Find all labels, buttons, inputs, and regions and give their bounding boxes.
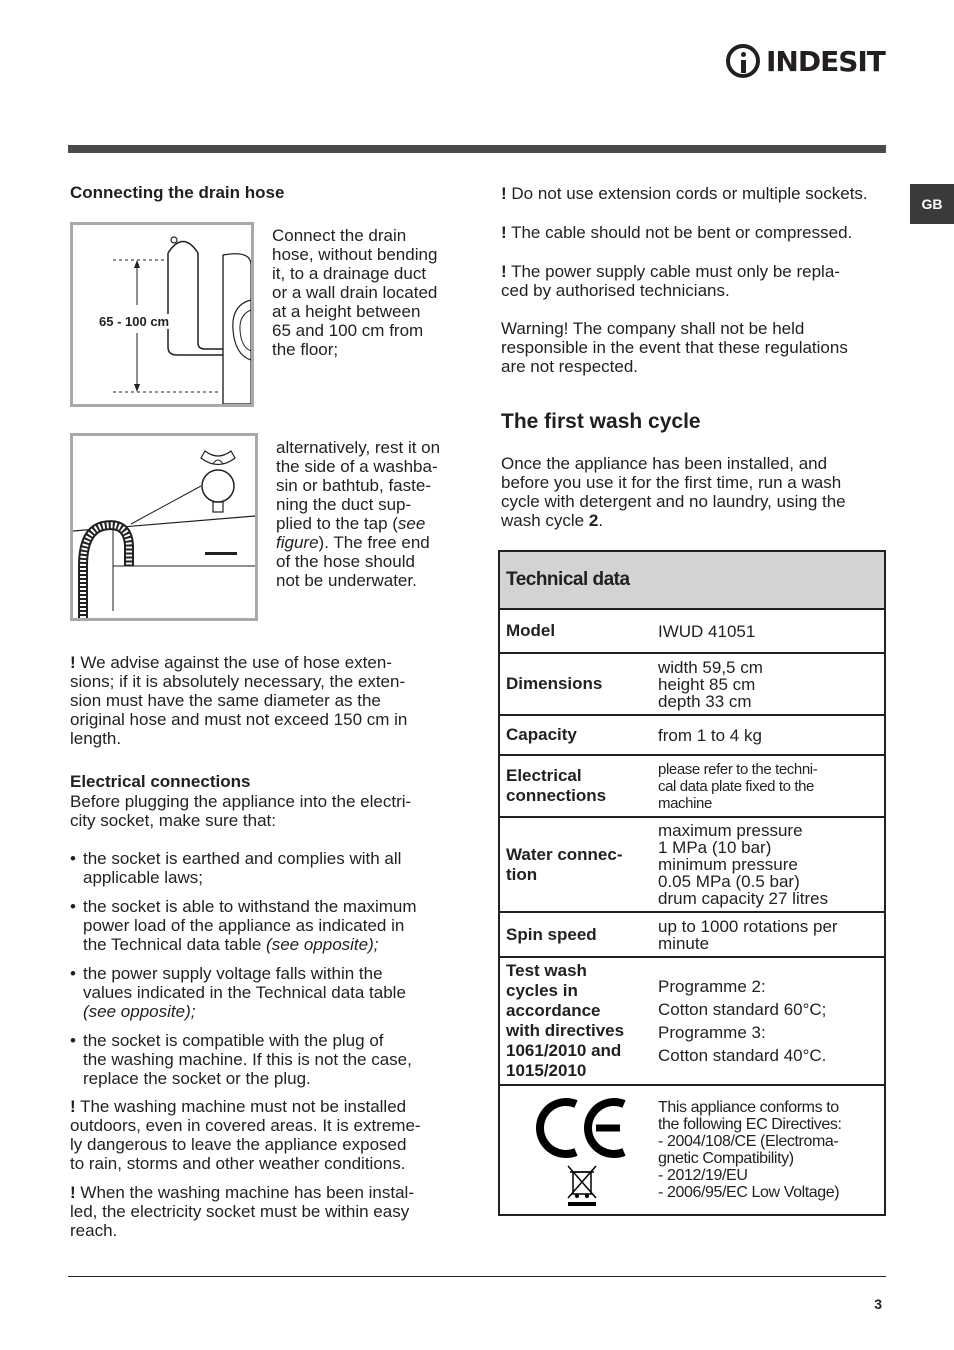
row-label: Capacity bbox=[506, 725, 577, 744]
extension-cord-note: ! Do not use extension cords or multiple sockets. bbox=[501, 184, 868, 203]
bullet-voltage: • the power supply voltage falls within the values indicated in the Technical data table (see opposite); bbox=[70, 964, 406, 1021]
warning-mark-icon: ! bbox=[501, 262, 507, 281]
bullet-power-load: • the socket is able to withstand the maximum power load of the appliance as indicated in the Technical data table (see opposite); bbox=[70, 897, 417, 954]
ce-mark-icon bbox=[532, 1092, 632, 1208]
row-label: Spin speed bbox=[506, 924, 597, 944]
row-value: This appliance conforms to the following EC Directives: - 2004/108/CE (Electroma- gnetic Compatibility) - 2012/19/EU - 2006/95/EC Low Voltage) bbox=[658, 1099, 842, 1201]
footer-rule bbox=[68, 1276, 886, 1277]
table-row-water bbox=[500, 818, 884, 913]
drain-hose-heading: Connecting the drain hose bbox=[70, 183, 285, 202]
row-value: IWUD 41051 bbox=[658, 621, 756, 641]
washbasin-hose-illustration bbox=[73, 436, 255, 618]
header-rule bbox=[68, 145, 886, 153]
liability-warning: Warning! The company shall not be held responsible in the event that these regulations are not respected. bbox=[501, 319, 848, 376]
drain-height-figure bbox=[70, 222, 254, 407]
first-wash-text: Once the appliance has been installed, and before you use it for the first time, run a wash cycle with detergent and no laundry, using the wash cycle 2. bbox=[501, 454, 846, 530]
ce-marks bbox=[500, 1086, 658, 1214]
page-number: 3 bbox=[874, 1296, 882, 1312]
table-row-electrical bbox=[500, 756, 884, 818]
washbasin-figure bbox=[70, 433, 258, 621]
bullet-plug: • the socket is compatible with the plug of the washing machine. If this is not the case, replace the socket or the plug. bbox=[70, 1031, 412, 1088]
row-label: Dimensions bbox=[506, 674, 603, 693]
first-wash-heading: The first wash cycle bbox=[501, 410, 701, 433]
row-value: width 59,5 cm height 85 cm depth 33 cm bbox=[658, 657, 763, 711]
indesit-logo bbox=[726, 40, 885, 82]
cable-bend-note: ! The cable should not be bent or compressed. bbox=[501, 223, 853, 242]
technical-data-table bbox=[498, 550, 886, 1216]
weee-bin-icon bbox=[568, 1166, 596, 1206]
row-label: Water connec- tion bbox=[506, 844, 623, 884]
cable-replace-note: ! The power supply cable must only be repla- ced by authorised technicians. bbox=[501, 262, 840, 300]
table-row-capacity bbox=[500, 716, 884, 756]
outdoor-install-note: ! The washing machine must not be installed outdoors, even in covered areas. It is extreme- ly dangerous to leave the appliance exposed to rain, storms and other weather conditions. bbox=[70, 1097, 421, 1173]
drain-height-label: 65 - 100 cm bbox=[99, 314, 170, 329]
drain-instructions: Connect the drain hose, without bending it, to a drainage duct or a wall drain located at a height between 65 and 100 cm from the floor; bbox=[272, 226, 438, 359]
row-value: please refer to the techni- cal data plate fixed to the machine bbox=[658, 760, 818, 812]
electrical-connections-heading: Electrical connections bbox=[70, 772, 251, 791]
technical-data-title: Technical data bbox=[500, 552, 884, 610]
row-value: Programme 2: Cotton standard 60°C; Programme 3: Cotton standard 40°C. bbox=[658, 977, 827, 1065]
warning-mark-icon: ! bbox=[70, 653, 76, 672]
row-label: Model bbox=[506, 621, 556, 640]
row-label: Test wash cycles in accordance with directives 1061/2010 and 1015/2010 bbox=[506, 961, 625, 1080]
warning-mark-icon: ! bbox=[70, 1183, 76, 1202]
washbasin-instructions: alternatively, rest it on the side of a washba- sin or bathtub, faste- ning the duct sup- plied to the tap (see figure). The free end of the hose should not be underwater. bbox=[276, 438, 441, 590]
row-value: maximum pressure 1 MPa (10 bar) minimum pressure 0.05 MPa (0.5 bar) drum capacity 27 litres bbox=[658, 821, 829, 908]
table-row-model bbox=[500, 610, 884, 654]
row-label: Electrical connections bbox=[506, 766, 607, 805]
row-value: from 1 to 4 kg bbox=[658, 725, 762, 745]
table-row-ce bbox=[500, 1086, 884, 1214]
table-row-test-cycles bbox=[500, 958, 884, 1086]
warning-mark-icon: ! bbox=[501, 223, 507, 242]
hose-extension-note: ! We advise against the use of hose exten- sions; if it is absolutely necessary, the exten- sion must have the same diameter as the original hose and must not exceed 150 cm in length. bbox=[70, 653, 408, 748]
row-value: up to 1000 rotations per minute bbox=[658, 916, 838, 953]
brand-name: INDESIT bbox=[766, 44, 885, 78]
warning-mark-icon: ! bbox=[501, 184, 507, 203]
electrical-intro: Before plugging the appliance into the electri- city socket, make sure that: bbox=[70, 792, 412, 830]
warning-mark-icon: ! bbox=[70, 1097, 76, 1116]
language-tab: GB bbox=[910, 184, 954, 224]
socket-access-note: ! When the washing machine has been instal- led, the electricity socket must be within easy reach. bbox=[70, 1183, 414, 1240]
bullet-earthed: • the socket is earthed and complies with all applicable laws; bbox=[70, 849, 402, 887]
table-row-spin bbox=[500, 913, 884, 958]
indesit-logo-mark-icon bbox=[726, 44, 760, 78]
table-row-dimensions bbox=[500, 654, 884, 716]
